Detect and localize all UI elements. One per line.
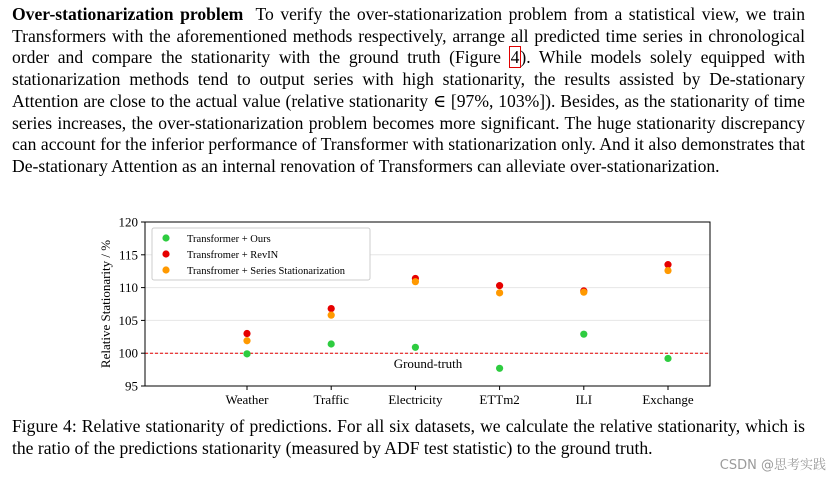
x-tick-label: Weather <box>225 392 269 407</box>
y-tick-label: 100 <box>118 345 138 361</box>
y-tick-label: 120 <box>118 214 138 230</box>
paragraph-text-start: To verify the over-stationarization problem from a statistical view, we train Transformers with the aforementioned methods respectively, arrange all predicted time series in chronological order and compare the stationarity with the ground truth (Figure <box>12 4 805 68</box>
data-point <box>412 278 419 285</box>
figure-4 <box>0 210 840 410</box>
figure-reference-link[interactable]: 4 <box>510 47 520 68</box>
y-tick-label: 115 <box>118 247 138 263</box>
legend-marker <box>162 250 169 257</box>
data-point <box>328 340 335 347</box>
y-tick-label: 105 <box>118 312 138 328</box>
data-point <box>496 282 503 289</box>
data-point <box>580 331 587 338</box>
paragraph-heading: Over-stationarization problem <box>12 4 244 24</box>
x-tick-label: Exchange <box>642 392 694 407</box>
data-point <box>243 337 250 344</box>
data-point <box>496 289 503 296</box>
y-axis-label: Relative Stationarity / % <box>98 239 113 369</box>
data-point <box>328 305 335 312</box>
y-tick-label: 110 <box>118 280 138 296</box>
data-point <box>496 365 503 372</box>
watermark: CSDN @思考实践 <box>719 458 826 473</box>
paragraph-text-end: ). While models solely equipped with stationarization methods tend to output series with high stationarity, the results assisted by De-stationary Attention are close to the actual value (relative stationarity ∈ [97%, 103%]). Besides, as the stationarity of time series increases, the over-stationarization problem becomes more significant. The huge stationarity discrepancy can account for the inferior performance of Transformer with stationarization only. And it also demonstrates that De-stationary Attention as an internal renovation of Transformers can alleviate over-stationarization. <box>12 47 805 176</box>
stationarity-chart <box>0 210 840 410</box>
data-point <box>580 289 587 296</box>
legend-marker <box>162 234 169 241</box>
x-tick-label: ILI <box>575 392 593 407</box>
legend-label: Transfromer + Series Stationarization <box>187 266 346 277</box>
data-point <box>243 330 250 337</box>
legend-label: Transformer + Ours <box>187 234 271 245</box>
legend-marker <box>162 266 169 273</box>
data-point <box>243 350 250 357</box>
x-tick-label: ETTm2 <box>479 392 520 407</box>
x-tick-label: Electricity <box>388 392 443 407</box>
legend-label: Transfromer + RevIN <box>187 250 279 261</box>
data-point <box>664 355 671 362</box>
figure-caption: Figure 4: Relative stationarity of predictions. For all six datasets, we calculate the relative stationarity, which is the ratio of the predictions stationarity (measured by ADF test statistic) to the ground truth. <box>12 416 805 458</box>
x-tick-label: Traffic <box>313 392 349 407</box>
body-paragraph <box>12 4 805 178</box>
data-point <box>664 267 671 274</box>
ground-truth-label: Ground-truth <box>393 356 463 372</box>
data-point <box>412 344 419 351</box>
data-point <box>328 312 335 319</box>
y-tick-label: 95 <box>125 378 138 394</box>
